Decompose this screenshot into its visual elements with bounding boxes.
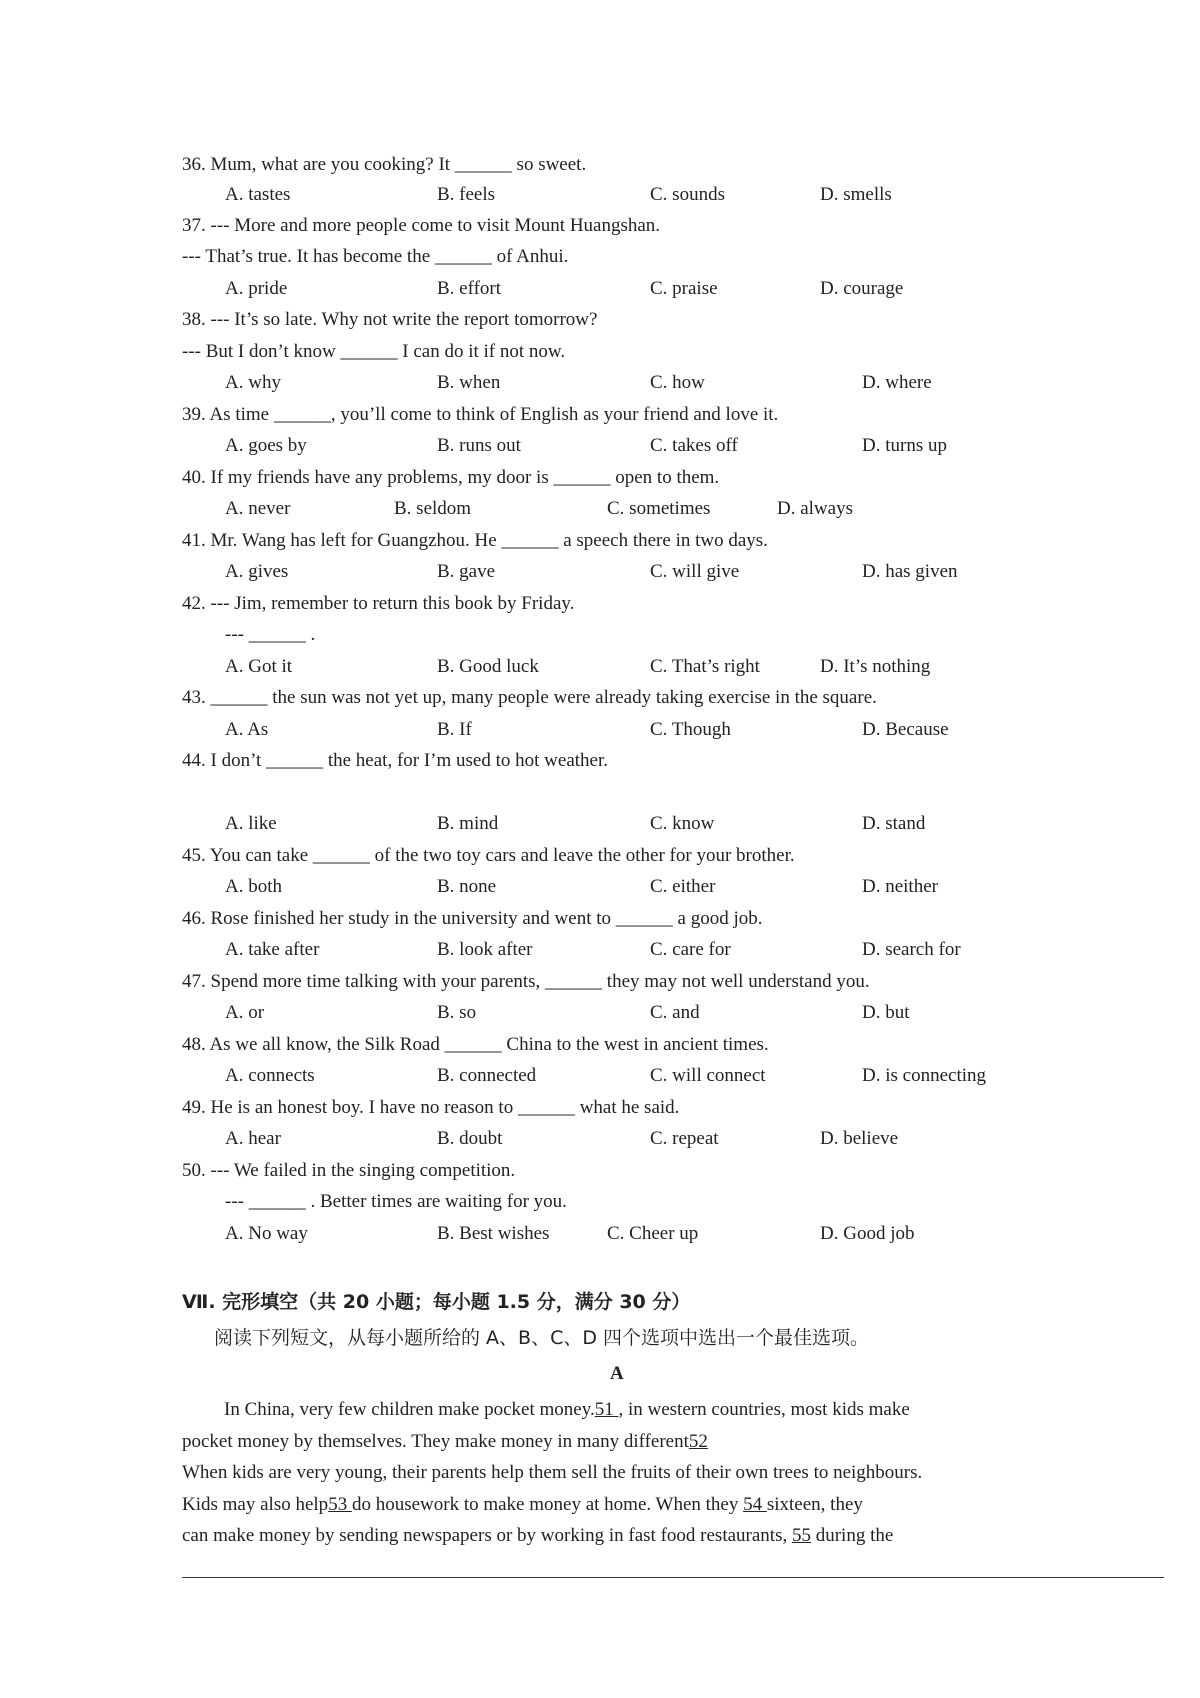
passage-text: , in western countries, most kids make	[618, 1399, 910, 1420]
q39-option-d: D. turns up	[862, 435, 947, 456]
question-44-stem: 44. I don’t ______ the heat, for I’m used to hot weather.	[182, 750, 608, 771]
question-41-stem: 41. Mr. Wang has left for Guangzhou. He ______ a speech there in two days.	[182, 530, 768, 551]
passage-text: can make money by sending newspapers or by working in fast food restaurants,	[182, 1525, 792, 1546]
question-38-reply: --- But I don’t know ______ I can do it if not now.	[182, 341, 566, 362]
q47-option-c: C. and	[650, 1002, 700, 1023]
q39-option-b: B. runs out	[437, 435, 521, 456]
question-37-stem: 37. --- More and more people come to visit Mount Huangshan.	[182, 215, 661, 236]
q47-option-a: A. or	[225, 1002, 265, 1023]
q40-option-c: C. sometimes	[607, 498, 711, 519]
question-49-stem: 49. He is an honest boy. I have no reason to ______ what he said.	[182, 1097, 680, 1118]
question-48-stem: 48. As we all know, the Silk Road ______ China to the west in ancient times.	[182, 1034, 769, 1055]
passage-text: during the	[810, 1525, 894, 1546]
q46-option-a: A. take after	[225, 939, 320, 960]
q48-option-b: B. connected	[437, 1065, 537, 1086]
blank-55: 55	[791, 1525, 811, 1546]
q49-option-a: A. hear	[225, 1128, 281, 1149]
q43-option-c: C. Though	[650, 719, 731, 740]
passage-line-3: When kids are very young, their parents help them sell the fruits of their own trees to neighbours.	[182, 1462, 923, 1483]
question-38-stem: 38. --- It’s so late. Why not write the report tomorrow?	[182, 309, 598, 330]
blank-54: 54	[743, 1494, 767, 1515]
q40-option-a: A. never	[225, 498, 291, 519]
passage-text: do housework to make money at home. When they	[351, 1494, 744, 1515]
q38-option-b: B. when	[437, 372, 501, 393]
question-42-stem: 42. --- Jim, remember to return this book by Friday.	[182, 593, 575, 614]
passage-text: pocket money by themselves. They make money in many different	[182, 1431, 689, 1452]
q47-option-d: D. but	[862, 1002, 910, 1023]
q46-option-b: B. look after	[437, 939, 533, 960]
section-instruction: 阅读下列短文，从每小题所给的 A、B、C、D 四个选项中选出一个最佳选项。	[214, 1327, 870, 1349]
q41-option-a: A. gives	[225, 561, 289, 582]
q43-option-d: D. Because	[862, 719, 949, 740]
blank-52: 52	[688, 1431, 708, 1452]
q50-option-a: A. No way	[225, 1223, 308, 1244]
q47-option-b: B. so	[437, 1002, 477, 1023]
q44-option-a: A. like	[225, 813, 277, 834]
q50-option-c: C. Cheer up	[607, 1223, 699, 1244]
q37-option-b: B. effort	[437, 278, 502, 299]
question-39-stem: 39. As time ______, you’ll come to think of English as your friend and love it.	[182, 404, 779, 425]
section-title: Ⅶ. 完形填空（共 20 小题；每小题 1.5 分，满分 30 分）	[182, 1291, 691, 1313]
q48-option-c: C. will connect	[650, 1065, 766, 1086]
q38-option-d: D. where	[862, 372, 932, 393]
q36-option-a: A. tastes	[225, 184, 291, 205]
q36-option-c: C. sounds	[650, 184, 725, 205]
q37-option-a: A. pride	[225, 278, 288, 299]
q50-option-b: B. Best wishes	[437, 1223, 550, 1244]
q39-option-c: C. takes off	[650, 435, 738, 456]
q49-option-b: B. doubt	[437, 1128, 503, 1149]
q41-option-c: C. will give	[650, 561, 740, 582]
q38-option-a: A. why	[225, 372, 281, 393]
q44-option-d: D. stand	[862, 813, 926, 834]
q44-option-c: C. know	[650, 813, 715, 834]
question-43-stem: 43. ______ the sun was not yet up, many people were already taking exercise in the square.	[182, 687, 877, 708]
q46-option-c: C. care for	[650, 939, 731, 960]
passage-line-1	[224, 1398, 1026, 1422]
passage-label: A	[610, 1363, 624, 1384]
question-50-reply: --- ______ . Better times are waiting for you.	[225, 1191, 567, 1212]
question-47-stem: 47. Spend more time talking with your parents, ______ they may not well understand you.	[182, 971, 870, 992]
passage-text: Kids may also help	[182, 1494, 329, 1515]
question-50-stem: 50. --- We failed in the singing competition.	[182, 1160, 516, 1181]
q46-option-d: D. search for	[862, 939, 961, 960]
q45-option-d: D. neither	[862, 876, 938, 897]
q36-option-b: B. feels	[437, 184, 496, 205]
q50-option-d: D. Good job	[820, 1223, 915, 1244]
q44-option-b: B. mind	[437, 813, 499, 834]
q37-option-d: D. courage	[820, 278, 904, 299]
q49-option-d: D. believe	[820, 1128, 899, 1149]
question-42-reply: --- ______ .	[225, 624, 316, 645]
q49-option-c: C. repeat	[650, 1128, 719, 1149]
q40-option-b: B. seldom	[394, 498, 472, 519]
question-45-stem: 45. You can take ______ of the two toy cars and leave the other for your brother.	[182, 845, 795, 866]
q48-option-d: D. is connecting	[862, 1065, 987, 1086]
blank-53: 53	[328, 1494, 352, 1515]
q40-option-d: D. always	[777, 498, 853, 519]
q42-option-d: D. It’s nothing	[820, 656, 931, 677]
passage-line-4	[182, 1493, 1026, 1517]
q48-option-a: A. connects	[225, 1065, 315, 1086]
q38-option-c: C. how	[650, 372, 705, 393]
passage-line-5	[182, 1524, 1026, 1548]
q41-option-d: D. has given	[862, 561, 958, 582]
q43-option-b: B. If	[437, 719, 472, 740]
q45-option-b: B. none	[437, 876, 497, 897]
question-37-reply: --- That’s true. It has become the ______ of Anhui.	[182, 246, 569, 267]
question-36-stem: 36. Mum, what are you cooking? It ______ so sweet.	[182, 154, 587, 175]
q45-option-c: C. either	[650, 876, 716, 897]
q37-option-c: C. praise	[650, 278, 718, 299]
q42-option-b: B. Good luck	[437, 656, 539, 677]
passage-text: In China, very few children make pocket money.	[224, 1399, 595, 1420]
q39-option-a: A. goes by	[225, 435, 307, 456]
q43-option-a: A. As	[225, 719, 269, 740]
passage-text: sixteen, they	[766, 1494, 863, 1515]
question-40-stem: 40. If my friends have any problems, my door is ______ open to them.	[182, 467, 720, 488]
question-46-stem: 46. Rose finished her study in the university and went to ______ a good job.	[182, 908, 763, 929]
q42-option-a: A. Got it	[225, 656, 293, 677]
q42-option-c: C. That’s right	[650, 656, 760, 677]
passage-line-2	[182, 1430, 1026, 1454]
q41-option-b: B. gave	[437, 561, 496, 582]
q36-option-d: D. smells	[820, 184, 892, 205]
q45-option-a: A. both	[225, 876, 282, 897]
blank-51: 51	[594, 1399, 619, 1420]
footer-rule	[182, 1577, 1164, 1578]
